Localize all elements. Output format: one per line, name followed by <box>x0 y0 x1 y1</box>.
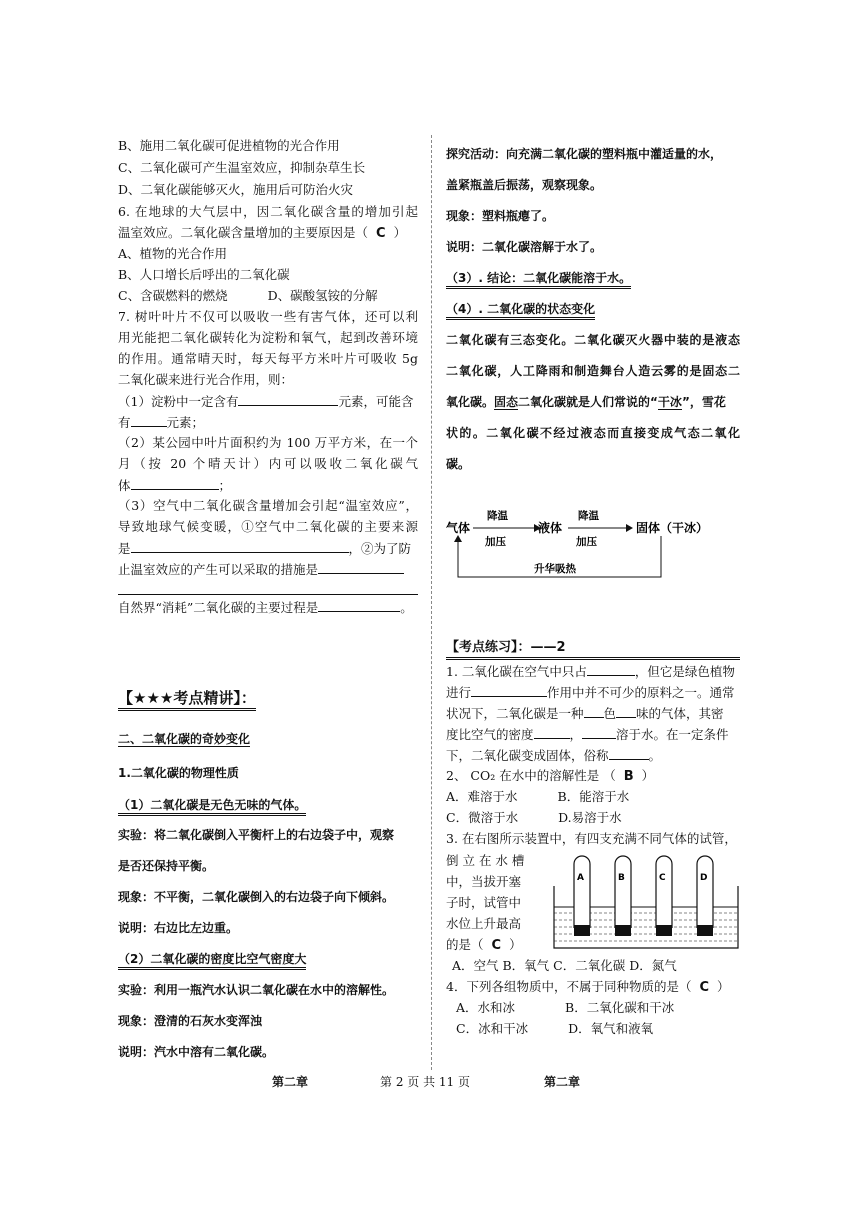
tube-a <box>574 856 590 936</box>
key-points-heading: 【★★★考点精讲】： <box>118 690 256 706</box>
option-b: B、施用二氧化碳可促进植物的光合作用 <box>118 138 340 153</box>
column-divider <box>431 135 432 1070</box>
svg-text:A: A <box>577 873 584 883</box>
q7-part2-line2: 月（按 20 个晴天计）内可以吸收二氧化碳气 <box>118 456 418 471</box>
explanation-2: 说明：汽水中溶有二氧化碳。 <box>118 1045 275 1059</box>
section-2-1-heading: 1.二氧化碳的物理性质 <box>118 766 239 780</box>
phenomenon-1: 现象：不平衡，二氧化碳倒入的右边袋子向下倾斜。 <box>118 890 395 904</box>
svg-text:D: D <box>700 873 708 883</box>
ex1-line4: 度比空气的密度 ， 溶于水。在一定条件 <box>446 727 729 742</box>
q7-part2-line3: 体 ； <box>118 478 232 493</box>
state-change-diagram <box>446 498 740 584</box>
diagram-gas: 气体 <box>446 521 471 535</box>
answer-3: C <box>491 938 502 953</box>
q6-option-c: C、含碳燃料的燃烧 D、碳酸氢铵的分解 <box>118 288 378 303</box>
diagram-solid: 固体（干冰） <box>636 521 709 535</box>
diagram-press-1: 加压 <box>485 536 506 548</box>
inquiry-phenomenon: 现象：塑料瓶瘪了。 <box>446 209 555 223</box>
ex3-line1: 3. 在右图所示装置中，有四支充满不同气体的试管， <box>446 831 737 846</box>
ex1-line1: 1. 二氧化碳在空气中只占 ，但它是绿色植物 <box>446 664 735 679</box>
ex3-options: A．空气 B．氧气 C．二氧化碳 D．氮气 <box>452 958 677 973</box>
question-7-line3: 的作用。通常晴天时，每天每平方米叶片可吸收 5g <box>118 351 418 366</box>
diagram-press-2: 加压 <box>576 536 597 548</box>
experiment-2: 实验：利用一瓶汽水认识二氧化碳在水中的溶解性。 <box>118 983 395 997</box>
inquiry-line1: 探究活动：向充满二氧化碳的塑料瓶中灌适量的水， <box>446 147 723 161</box>
ex2-opts-2: C．微溶于水 D.易溶于水 <box>446 810 622 825</box>
tube-d <box>697 856 713 936</box>
heading-4: （4）. 二氧化碳的状态变化 <box>446 301 595 317</box>
answer-2: B <box>623 769 634 784</box>
ex3-line5: 水位上升最高 <box>446 916 522 931</box>
ex3-line4: 子时，试管中 <box>446 895 522 910</box>
option-c: C、二氧化碳可产生温室效应，抑制杂草生长 <box>118 160 366 175</box>
diagram-sublimation: 升华吸热 <box>534 563 576 575</box>
q7-part1-cont: 有 元素； <box>118 415 205 430</box>
phenomenon-2: 现象：澄清的石灰水变浑浊 <box>118 1014 263 1028</box>
diagram-liquid: 液体 <box>538 521 563 535</box>
explanation-1: 说明：右边比左边重。 <box>118 921 239 935</box>
test-tube-apparatus <box>552 852 740 952</box>
footer-chapter-left: 第二章 <box>272 1075 309 1089</box>
state-line4: 状的。二氧化碳不经过液态而直接变成气态二氧化 <box>446 426 740 440</box>
svg-text:C: C <box>659 873 666 883</box>
inquiry-explanation: 说明：二氧化碳溶解于水了。 <box>446 240 603 254</box>
property-1: （1）二氧化碳是无色无味的气体。 <box>118 797 306 813</box>
q7-part3-line1: （3）空气中二氧化碳含量增加会引起“温室效应”， <box>118 498 418 513</box>
ex1-line2: 进行 作用中并不可少的原料之一。通常 <box>446 685 735 700</box>
ex1-line3: 状况下，二氧化碳是一种 色 味的气体，其密 <box>446 706 724 721</box>
ex4-opts-1: A．水和冰 B．二氧化碳和干冰 <box>456 1000 675 1015</box>
ex1-line5: 下，二氧化碳变成固体，俗称 。 <box>446 748 662 763</box>
q6-option-a: A、植物的光合作用 <box>118 246 228 261</box>
question-6-line2: 温室效应。二氧化碳含量增加的主要原因是（ C ） <box>118 225 407 241</box>
practice-heading: 【考点练习】：——2 <box>446 640 740 660</box>
conclusion-3: （3）. 结论：二氧化碳能溶于水。 <box>446 270 631 286</box>
diagram-cool-1: 降温 <box>487 510 508 522</box>
q7-part2-line1: （2）某公园中叶片面积约为 100 万平方米，在一个 <box>118 435 418 450</box>
q6-option-b: B、人口增长后呼出的二氧化碳 <box>118 267 290 282</box>
ex4-opts-2: C．冰和干冰 D．氧气和液氧 <box>456 1021 654 1036</box>
property-2: （2）二氧化碳的密度比空气密度大 <box>118 951 306 967</box>
option-d: D、二氧化碳能够灭火，施用后可防治火灾 <box>118 182 354 197</box>
footer-page-number: 第 2 页 共 11 页 <box>380 1075 470 1089</box>
ex3-line6: 的是（ C ） <box>446 937 522 953</box>
state-line5: 碳。 <box>446 457 471 471</box>
footer-chapter-right: 第二章 <box>544 1075 581 1089</box>
tube-c <box>656 856 672 936</box>
question-7-line1: 7. 树叶叶片不仅可以吸收一些有害气体，还可以利 <box>118 309 418 324</box>
answer-6: C <box>376 226 386 241</box>
state-line2: 二氧化碳，人工降雨和制造舞台人造云雾的是固态二 <box>446 364 740 378</box>
svg-text:B: B <box>618 873 625 883</box>
tube-b <box>615 856 631 936</box>
question-7-line4: 二氧化碳来进行光合作用，则： <box>118 372 294 387</box>
section-2-heading: 二、二氧化碳的奇妙变化 <box>118 732 251 746</box>
q7-part4: 自然界“消耗”二氧化碳的主要过程是 。 <box>118 600 413 615</box>
experiment-1-line1: 实验：将二氧化碳倒入平衡杆上的右边袋子中，观察 <box>118 828 395 842</box>
q7-part1: （1）淀粉中一定含有 元素，可能含 <box>118 394 414 409</box>
ex3-line3: 中，当拔开塞 <box>446 874 522 889</box>
experiment-1-line2: 是否还保持平衡。 <box>118 859 215 873</box>
question-7-line2: 用光能把二氧化碳转化为淀粉和氧气，起到改善环境 <box>118 330 418 345</box>
inquiry-line2: 盖紧瓶盖后振荡，观察现象。 <box>446 178 603 192</box>
answer-4: C <box>699 980 710 995</box>
diagram-cool-2: 降温 <box>578 510 599 522</box>
state-line3: 氧化碳。固态二氧化碳就是人们常说的“干冰”，雪花 <box>446 395 726 409</box>
q7-part3-line4: 止温室效应的产生可以采取的措施是 <box>118 561 404 578</box>
ex4-stem: 4．下列各组物质中，不属于同种物质的是（ C ） <box>446 979 730 995</box>
ex2-opts-1: A．难溶于水 B．能溶于水 <box>446 789 630 804</box>
q7-part3-line5 <box>118 582 418 599</box>
ex2-stem: 2、 CO₂ 在水中的溶解性是 （ B ） <box>446 768 655 784</box>
q7-part3-line3: 是 ，②为了防 <box>118 541 412 556</box>
ex3-line2: 倒 立 在 水 槽 <box>446 853 525 868</box>
question-6-line1: 6. 在地球的大气层中，因二氧化碳含量的增加引起 <box>118 204 418 219</box>
q7-part3-line2: 导致地球气候变暖，①空气中二氧化碳的主要来源 <box>118 519 418 534</box>
state-line1: 二氧化碳有三态变化。二氧化碳灭火器中装的是液态 <box>446 333 740 347</box>
